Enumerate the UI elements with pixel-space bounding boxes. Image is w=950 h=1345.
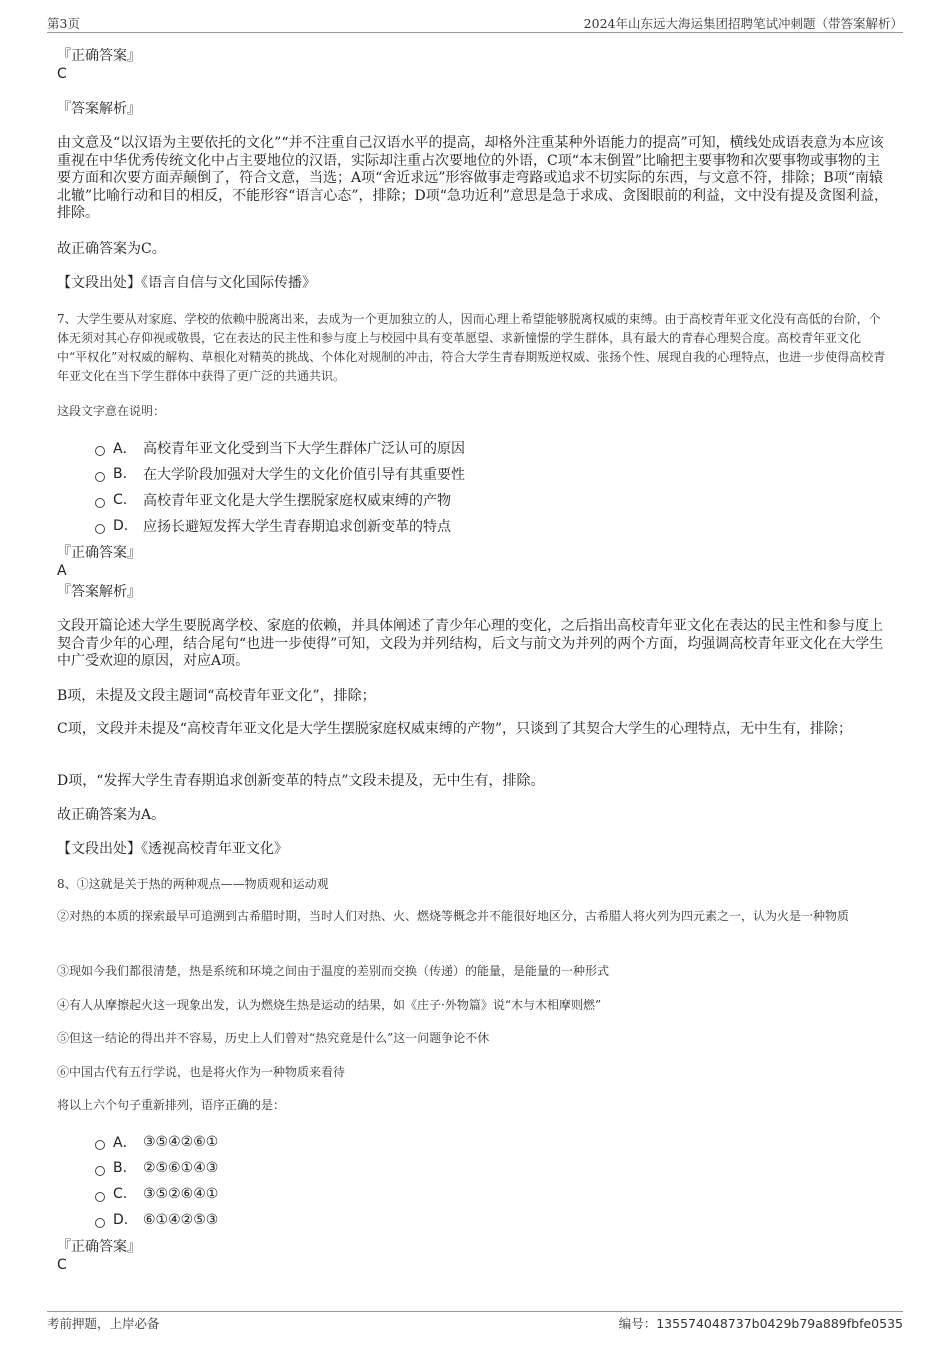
- option-text: 在大学阶段加强对大学生的文化价值引导有其重要性: [143, 467, 465, 483]
- option-label: B.: [113, 1160, 128, 1176]
- q8-option-b[interactable]: [95, 1158, 218, 1178]
- page-footer: [47, 1311, 903, 1334]
- option-label: D.: [113, 518, 129, 534]
- option-label: C.: [113, 1186, 128, 1202]
- q7-analysis-label: 『答案解析』: [57, 584, 141, 600]
- page-header: [47, 14, 903, 33]
- option-label: A．: [113, 1135, 137, 1151]
- option-text: 高校青年亚文化受到当下大学生群体广泛认可的原因: [143, 441, 465, 457]
- q6-answer-label: 『正确答案』: [57, 48, 141, 64]
- q6-analysis-label: 『答案解析』: [57, 101, 141, 117]
- q7-analysis-3: C项，文段并未提及“高校青年亚文化是大学生摆脱家庭权威束缚的产物”，只谈到了其契合大学生的心理特点，无中生有，排除；: [57, 721, 853, 737]
- q7-analysis-1: 文段开篇论述大学生要脱离学校、家庭的依赖，并具体阐述了青少年心理的变化，之后指出高校青年亚文化在表达的民主性和参与度上契合青少年的心理，结合尾句“也进一步使得”可知，文段为并列结构，后文与前文为并列的两个方面，均强调高校青年亚文化在大学生中广受欢迎的原因，对应A项。: [57, 618, 884, 669]
- q7-option-c[interactable]: [95, 490, 451, 510]
- q8-sentence-3: ③现如今我们都很清楚，热是系统和环境之间由于温度的差别而交换（传递）的能量，是能量的一种形式: [57, 964, 610, 978]
- q7-option-d[interactable]: [95, 516, 451, 536]
- q8-answer: C: [57, 1257, 67, 1273]
- document-title: 2024年山东远大海运集团招聘笔试冲刺题（带答案解析）: [583, 16, 903, 31]
- q7-answer: A: [57, 563, 67, 579]
- q8-sentence-5: ⑤但这一结论的得出并不容易，历史上人们曾对“热究竟是什么”这一问题争论不休: [57, 1031, 490, 1045]
- option-label: B.: [113, 466, 128, 482]
- radio-icon[interactable]: [95, 498, 105, 508]
- q6-source: 【文段出处】《语言自信与文化国际传播》: [57, 275, 316, 291]
- q7-stem: 7、大学生要从对家庭、学校的依赖中脱离出来，去成为一个更加独立的人，因而心理上希望能够脱离权威的束缚。由于高校青年亚文化没有高低的台阶，个体无须对其心存仰视或敬畏，它在表达的民主性和参与度上与校园中具有变革愿望、求新憧憬的学生群体，具有最大的青春心理契合度。高校青年亚文化中“平权化”对权威的解构、草根化对精英的挑战、个体化对规制的冲击，符合大学生青春期叛逆权威、张扬个性、展现自我的心理特点，也进一步使得高校青年亚文化在当下学生群体中获得了更广泛的共通共识。: [57, 312, 886, 383]
- q8-prompt: 将以上六个句子重新排列，语序正确的是：: [57, 1098, 286, 1112]
- option-text: 高校青年亚文化是大学生摆脱家庭权威束缚的产物: [143, 493, 451, 509]
- footer-slogan: 考前押题，上岸必备: [47, 1316, 160, 1331]
- option-text: ②⑤⑥①④③: [143, 1160, 219, 1176]
- option-text: ⑥①④②⑤③: [143, 1212, 219, 1228]
- radio-icon[interactable]: [95, 1166, 105, 1176]
- q8-option-a[interactable]: [95, 1132, 218, 1152]
- radio-icon[interactable]: [95, 446, 105, 456]
- radio-icon[interactable]: [95, 472, 105, 482]
- q6-answer: C: [57, 66, 67, 82]
- q8-sentence-4: ④有人从摩擦起火这一现象出发，认为燃烧生热是运动的结果，如《庄子·外物篇》说“木与木相摩则燃”: [57, 998, 602, 1012]
- option-label: C.: [113, 492, 128, 508]
- radio-icon[interactable]: [95, 524, 105, 534]
- q6-conclusion: 故正确答案为C。: [57, 241, 166, 257]
- radio-icon[interactable]: [95, 1218, 105, 1228]
- option-label: D.: [113, 1212, 129, 1228]
- option-text: ③⑤④②⑥①: [143, 1134, 219, 1150]
- q7-source: 【文段出处】《透视高校青年亚文化》: [57, 841, 288, 857]
- radio-icon[interactable]: [95, 1140, 105, 1150]
- q7-option-a[interactable]: [95, 438, 465, 458]
- q8-answer-label: 『正确答案』: [57, 1239, 141, 1255]
- q8-option-d[interactable]: [95, 1210, 218, 1230]
- radio-icon[interactable]: [95, 1192, 105, 1202]
- q7-analysis-4: D项，“发挥大学生青春期追求创新变革的特点”文段未提及，无中生有，排除。: [57, 773, 545, 789]
- q7-option-b[interactable]: [95, 464, 465, 484]
- page-number: 第3页: [47, 16, 80, 31]
- q7-analysis-2: B项，未提及文段主题词“高校青年亚文化”，排除；: [57, 688, 376, 704]
- q8-option-c[interactable]: [95, 1184, 218, 1204]
- option-text: ③⑤②⑥④①: [143, 1186, 219, 1202]
- option-text: 应扬长避短发挥大学生青春期追求创新变革的特点: [143, 519, 451, 535]
- q8-sentence-2: ②对热的本质的探索最早可追溯到古希腊时期，当时人们对热、火、燃烧等概念并不能很好地区分，古希腊人将火列为四元素之一，认为火是一种物质: [57, 909, 850, 923]
- q8-sentence-1: 8、①这就是关于热的两种观点——物质观和运动观: [57, 877, 329, 891]
- document-code: 编号：135574048737b0429b79a889fbfe0535: [618, 1316, 903, 1331]
- option-label: A．: [113, 441, 137, 457]
- q6-analysis: 由文意及“以汉语为主要依托的文化”“并不注重自己汉语水平的提高，却格外注重某种外语能力的提高”可知，横线处成语表意为本应该重视在中华优秀传统文化中占主要地位的汉语，实际却注重占次要地位的外语，C项“本末倒置”比喻把主要事物和次要事物或事物的主要方面和次要方面弄颠倒了，符合文意，当选；A项“舍近求远”形容做事走弯路或追求不切实际的东西，与文意不符，排除；B项“南辕北辙”比喻行动和目的相反，不能形容“语言心态”，排除；D项“急功近利”意思是急于求成、贪图眼前的利益，文中没有提及贪图利益，排除。: [57, 135, 889, 221]
- q8-sentence-6: ⑥中国古代有五行学说，也是将火作为一种物质来看待: [57, 1065, 346, 1079]
- q7-conclusion: 故正确答案为A。: [57, 807, 166, 823]
- q7-prompt: 这段文字意在说明：: [57, 404, 166, 418]
- q7-answer-label: 『正确答案』: [57, 545, 141, 561]
